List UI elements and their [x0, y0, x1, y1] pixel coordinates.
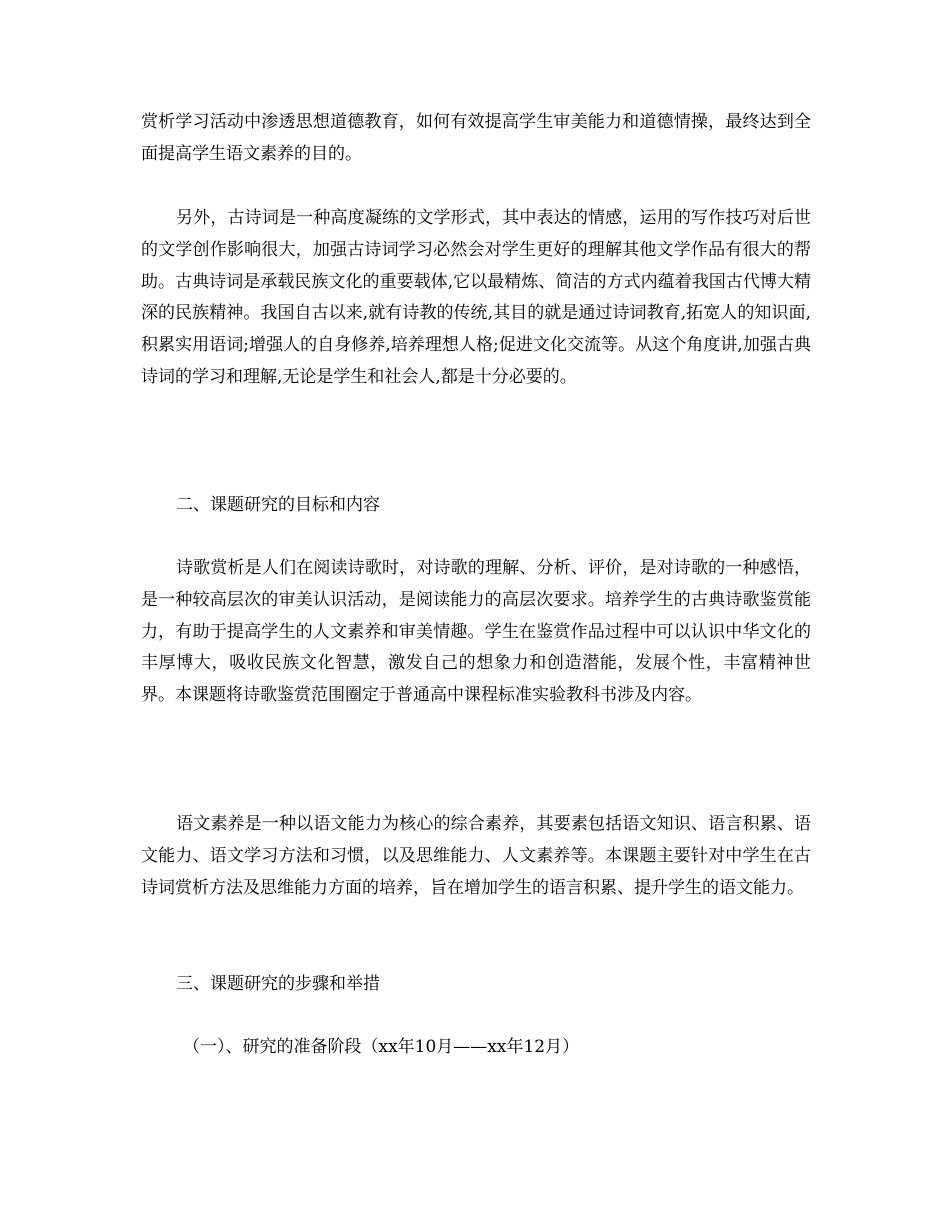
section-heading-goals: 二、课题研究的目标和内容: [176, 495, 380, 515]
paragraph-ancient-poetry: 另外，古诗词是一种高度凝练的文学形式，其中表达的情感，运用的写作技巧对后世的文学创作影响很大，加强古诗词学习必然会对学生更好的理解其他文学作品有很大的帮助。古典诗词是承载民族文化的重要载体,它以最精炼、简洁的方式内蕴着我国古代博大精深的民族精神。我国自古以来,就有诗教的传统,其目的就是通过诗词教育,拓宽人的知识面,积累实用语词;增强人的自身修养,培养理想人格;促进文化交流等。从这个角度讲,加强古典诗词的学习和理解,无论是学生和社会人,都是十分必要的。: [141, 208, 811, 387]
paragraph-literacy: 语文素养是一种以语文能力为核心的综合素养，其要素包括语文知识、语言积累、语文能力、语文学习方法和习惯，以及思维能力、人文素养等。本课题主要针对中学生在古诗词赏析方法及思维能力方面的培养，旨在增加学生的语言积累、提升学生的语文能力。: [141, 814, 811, 898]
section-heading-steps: 三、课题研究的步骤和举措: [176, 974, 380, 994]
subsection-heading-preparation: （一）、研究的准备阶段（xx年10月——xx年12月）: [183, 1037, 580, 1057]
paragraph-intro-continuation: 赏析学习活动中渗透思想道德教育，如何有效提高学生审美能力和道德情操，最终达到全面提高学生语文素养的目的。: [141, 112, 811, 164]
paragraph-poetry-appreciation: 诗歌赏析是人们在阅读诗歌时，对诗歌的理解、分析、评价，是对诗歌的一种感悟，是一种较高层次的审美认识活动，是阅读能力的高层次要求。培养学生的古典诗歌鉴赏能力，有助于提高学生的人文素养和审美情趣。学生在鉴赏作品过程中可以认识中华文化的丰厚博大，吸收民族文化智慧，激发自己的想象力和创造潜能，发展个性，丰富精神世界。本课题将诗歌鉴赏范围圈定于普通高中课程标准实验教科书涉及内容。: [141, 558, 811, 706]
